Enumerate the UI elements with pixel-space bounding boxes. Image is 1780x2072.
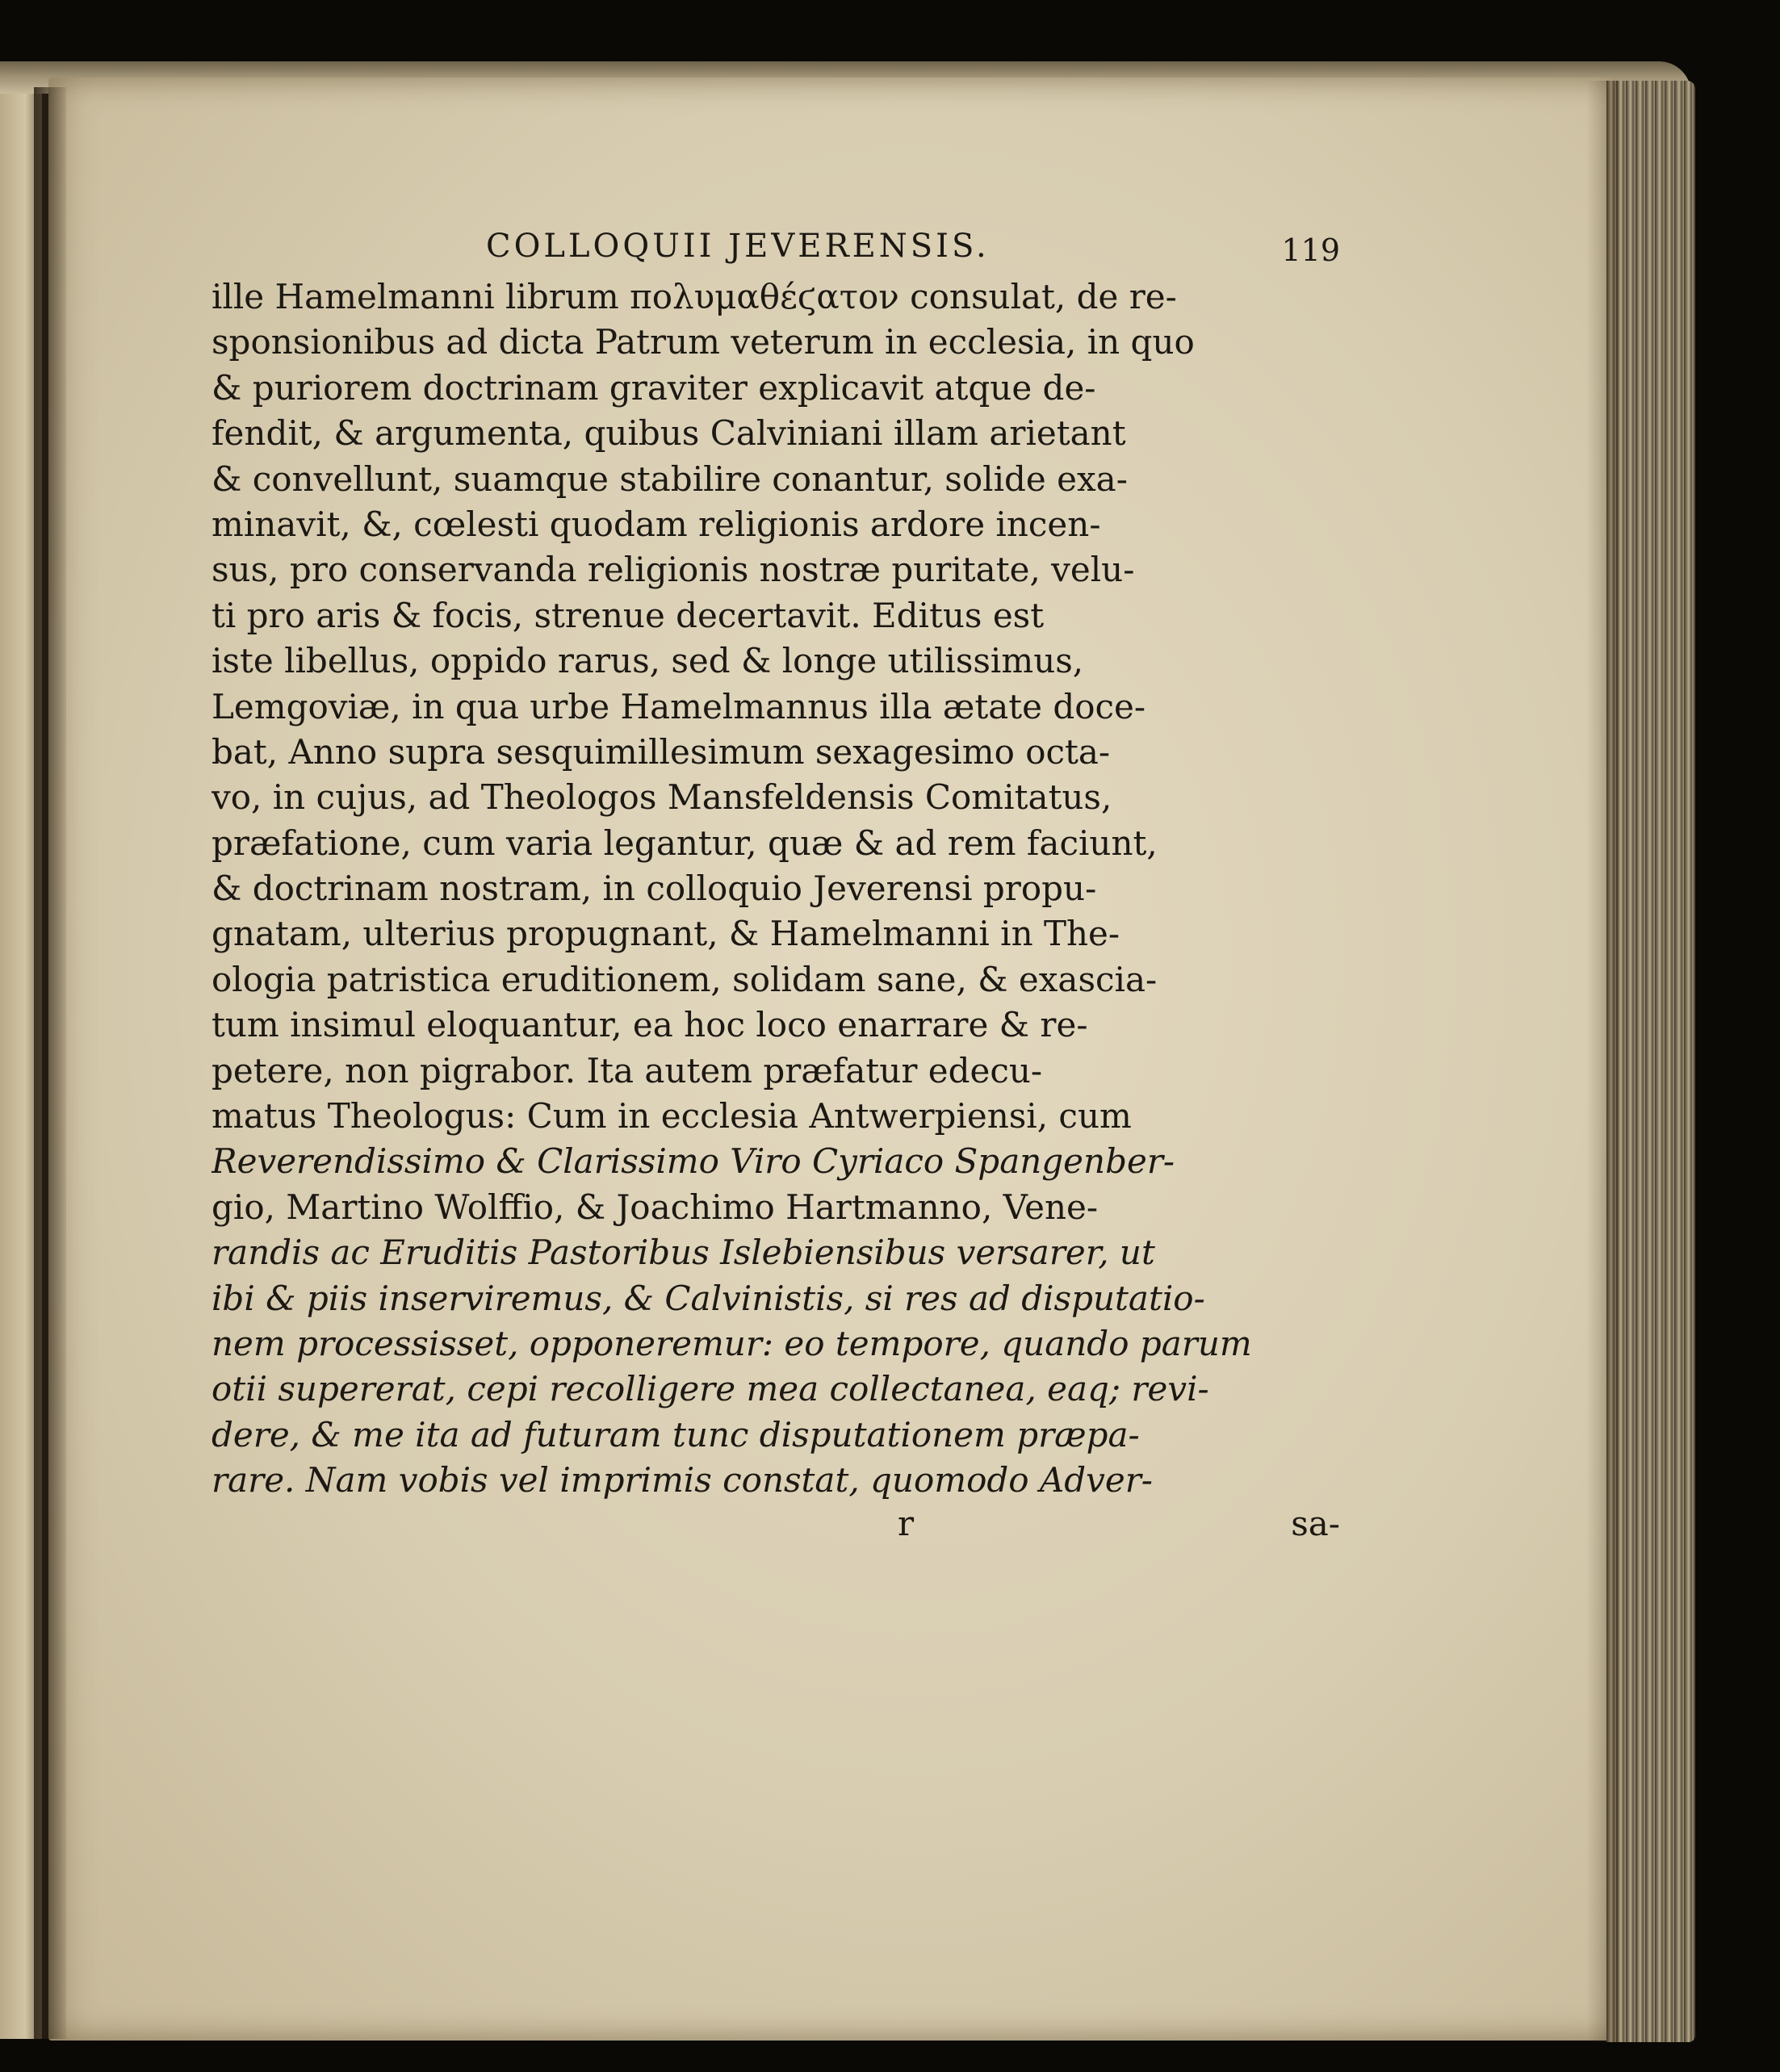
text-line: rare. Nam vobis vel imprimis constat, quomodo Adver- <box>212 1460 1153 1501</box>
running-header <box>212 218 1340 274</box>
text-line: dere, & me ita ad futuram tunc disputationem præpa- <box>212 1414 1140 1455</box>
text-line: matus Theologus: Cum in ecclesia Antwerpiensi, cum <box>212 1096 1132 1136</box>
text-line: otii supererat, cepi recolligere mea collectanea, eaq; revi- <box>212 1369 1209 1409</box>
text-line: Lemgoviæ, in qua urbe Hamelmannus illa ætate doce- <box>212 686 1146 726</box>
text-line: nem processisset, opponeremur: eo tempore, quando parum <box>212 1323 1252 1363</box>
gutter-shadow <box>34 87 66 2039</box>
page-number: 119 <box>1281 232 1340 268</box>
text-line: tum insimul eloquantur, ea hoc loco enarrare & re- <box>212 1005 1088 1045</box>
fore-edge-shadow <box>1586 81 1619 2042</box>
text-line: iste libellus, oppido rarus, sed & longe utilissimus, <box>212 641 1084 681</box>
text-line: petere, non pigrabor. Ita autem præfatur edecu- <box>212 1050 1043 1090</box>
signature-mark: r <box>898 1503 915 1543</box>
text-line: & puriorem doctrinam graviter explicavit atque de- <box>212 367 1096 408</box>
text-line: gio, Martino Wolffio, & Joachimo Hartmanno, Vene- <box>212 1187 1099 1227</box>
text-line: fendit, & argumenta, quibus Calviniani illam arietant <box>212 413 1126 454</box>
text-line: sponsionibus ad dicta Patrum veterum in ecclesia, in quo <box>212 322 1195 362</box>
text-line: ologia patristica eruditionem, solidam sane, & exascia- <box>212 959 1158 999</box>
running-title: COLLOQUII JEVERENSIS. <box>486 228 990 265</box>
text-line: vo, in cujus, ad Theologos Mansfeldensis Comitatus, <box>212 777 1112 818</box>
text-line: ti pro aris & focis, strenue decertavit. Editus est <box>212 595 1045 635</box>
text-line: Reverendissimo & Clarissimo Viro Cyriaco Spangenber- <box>212 1141 1175 1182</box>
text-line: & convellunt, suamque stabilire conantur, solide exa- <box>212 458 1128 499</box>
text-line: minavit, &, cœlesti quodam religionis ardore incen- <box>212 504 1101 544</box>
text-line: sus, pro conservanda religionis nostræ puritate, velu- <box>212 550 1135 590</box>
body-text <box>212 274 1340 1504</box>
text-line: randis ac Eruditis Pastoribus Islebiensibus versarer, ut <box>212 1233 1155 1273</box>
text-block <box>212 218 1340 1552</box>
text-line: ille Hamelmanni librum πολυμαθέϛατον consulat, de re- <box>212 277 1177 316</box>
fore-edge-page-stack <box>1606 81 1695 2042</box>
page-footer <box>212 1504 1340 1552</box>
text-line: ibi & piis inserviremus, & Calvinistis, si res ad disputatio- <box>212 1278 1205 1318</box>
text-line: & doctrinam nostram, in colloquio Jeverensi propu- <box>212 869 1097 909</box>
text-line: gnatam, ulterius propugnant, & Hamelmanni in The- <box>212 914 1120 954</box>
catchword: sa- <box>1291 1503 1340 1543</box>
text-line: bat, Anno supra sesquimillesimum sexagesimo octa- <box>212 731 1111 772</box>
text-line: præfatione, cum varia legantur, quæ & ad rem faciunt, <box>212 823 1158 863</box>
